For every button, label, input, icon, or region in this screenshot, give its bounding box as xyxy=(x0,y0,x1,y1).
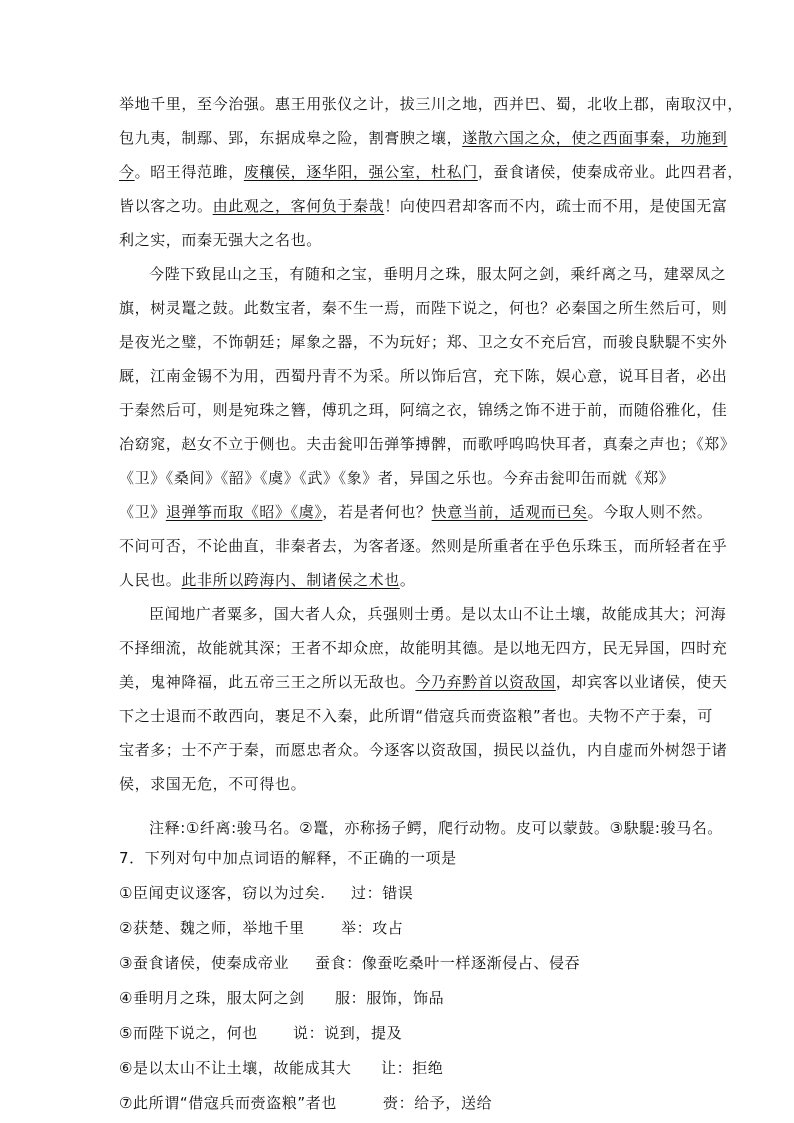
question-option xyxy=(119,953,581,973)
underlined-sentence: 此非所以跨海内、制诸侯之术也 xyxy=(181,571,400,589)
annotation-note xyxy=(149,818,723,838)
question-option xyxy=(119,918,404,938)
passage-line xyxy=(119,332,727,352)
passage-line xyxy=(119,570,415,590)
option-explanation: 举：攻占 xyxy=(341,919,404,937)
underlined-sentence: 今 xyxy=(119,163,135,181)
option-explanation: 蚕食：像蚕吃桑叶一样逐渐侵占、侵吞 xyxy=(315,954,581,972)
underlined-sentence: 由此观之，客何负于秦哉 xyxy=(212,197,385,215)
passage-line xyxy=(119,706,713,726)
text-segment: 臣闻地广者粟多，国大者人众，兵强则士勇。是以太山不让土壤，故能成其大；河海 xyxy=(149,605,727,623)
option-explanation: 让：拒绝 xyxy=(381,1059,444,1077)
text-segment: 旗，树灵鼍之鼓。此数宝者，秦不生一焉，而陛下说之，何也？必秦国之所生然后可，则 xyxy=(119,299,728,317)
passage-line xyxy=(119,298,727,318)
text-segment: 不问可否，不论曲直，非秦者去，为客者逐。然则是所重者在乎色乐珠玉，而所轻者在乎 xyxy=(119,537,728,555)
option-sentence: ②获楚、魏之师，举地千里 xyxy=(119,919,305,937)
text-segment: 。今取人则不然。 xyxy=(587,503,713,521)
note-text: 注释:①纤离:骏马名。②鼍，亦称扬子鳄，爬行动物。皮可以蒙鼓。③駃騠:骏马名。 xyxy=(149,819,723,837)
passage-line xyxy=(119,672,727,692)
text-segment: ！向使四君却客而不内，疏士而不用，是使国无富 xyxy=(384,197,728,215)
passage-line xyxy=(119,400,727,420)
underlined-sentence: 快意当前，适观而已矣 xyxy=(431,503,588,521)
text-segment: 厩，江南金锡不为用，西蜀丹青不为采。所以饰后宫，充下陈，娱心意，说耳目者，必出 xyxy=(119,367,728,385)
option-explanation: 说：说到，提及 xyxy=(293,1024,403,1042)
text-segment: ，却宾客以业诸侯，使天 xyxy=(555,673,728,691)
text-segment: 是夜光之璧，不饰朝廷；犀象之器，不为玩好；郑、卫之女不充后宫，而骏良駃騠不实外 xyxy=(119,333,728,351)
option-sentence: ⑦此所谓“借寇兵而赍盗粮”者也 xyxy=(119,1094,337,1112)
text-segment: 包九夷，制鄢、郢，东据成皋之险，割膏腴之壤， xyxy=(119,129,463,147)
passage-line xyxy=(119,162,743,182)
text-segment: 不择细流，故能就其深；王者不却众庶，故能明其德。是以地无四方，民无异国，四时充 xyxy=(119,639,728,657)
text-segment: 侯，求国无危，不可得也。 xyxy=(119,775,307,793)
passage-line xyxy=(119,536,727,556)
option-sentence: ⑤而陛下说之，何也 xyxy=(119,1024,258,1042)
text-segment: 利之实，而秦无强大之名也。 xyxy=(119,231,322,249)
underlined-sentence: 退弹筝而取《昭》《虞》 xyxy=(165,503,323,521)
question-stem xyxy=(119,848,457,868)
text-segment: 举地千里，至今治强。惠王用张仪之计，拔三川之地，西并巴、蜀，北收上郡，南取汉中， xyxy=(119,95,744,113)
text-segment: ，若是者何也？ xyxy=(322,503,432,521)
question-option xyxy=(119,1023,403,1043)
passage-line xyxy=(119,366,727,386)
option-sentence: ①臣闻吏议逐客，窃以为过矣. xyxy=(119,884,326,902)
text-segment: 。 xyxy=(399,571,416,589)
option-explanation: 过：错误 xyxy=(351,884,414,902)
question-option xyxy=(119,883,414,903)
passage-line xyxy=(149,604,726,624)
question-option xyxy=(119,1058,444,1078)
underlined-sentence: 废穰侯，逐华阳，强公室，杜私门 xyxy=(243,163,478,181)
passage-line xyxy=(119,94,743,114)
text-segment: 皆以客之功。 xyxy=(119,197,213,215)
text-segment: 于秦然后可，则是宛珠之簪，傅玑之珥，阿缟之衣，锦绣之饰不进于前，而随俗雅化，佳 xyxy=(119,401,728,419)
text-segment: 宝者多；士不产于秦，而愿忠者众。今逐客以资敌国，损民以益仇，内自虚而外树怨于诸 xyxy=(119,741,728,759)
text-segment: 《卫》 xyxy=(119,503,166,521)
option-explanation: 赍：给予，送给 xyxy=(383,1094,493,1112)
text-segment: 冶窈窕，赵女不立于侧也。夫击瓮叩缶弹筝搏髀，而歌呼呜呜快耳者，真秦之声也；《郑》 xyxy=(119,435,736,453)
option-sentence: ⑥是以太山不让土壤，故能成其大 xyxy=(119,1059,352,1077)
passage-line xyxy=(119,740,727,760)
text-segment: 人民也。 xyxy=(119,571,182,589)
passage-line xyxy=(119,196,727,216)
underlined-sentence: 今乃弃黔首以资敌国 xyxy=(415,673,556,691)
question-option xyxy=(119,988,445,1008)
text-segment: 《卫》《桑间》《韶》《虞》《武》《象》者，异国之乐也。今弃击瓮叩缶而就《郑》 xyxy=(119,469,675,487)
text-segment: 。昭王得范雎， xyxy=(134,163,244,181)
passage-line xyxy=(119,468,674,488)
passage-line xyxy=(119,502,712,522)
passage-line xyxy=(119,774,306,794)
option-explanation: 服：服饰，饰品 xyxy=(335,989,445,1007)
passage-line xyxy=(149,264,726,284)
text-segment: 美，鬼神降福，此五帝三王之所以无敌也。 xyxy=(119,673,416,691)
text-segment: ，蚕食诸侯，使秦成帝业。此四君者， xyxy=(477,163,744,181)
question-option xyxy=(119,1093,493,1113)
text-segment: 今陛下致昆山之玉，有随和之宝，垂明月之珠，服太阿之剑，乘纤离之马，建翠凤之 xyxy=(149,265,727,283)
text-segment: 下之士退而不敢西向，裹足不入秦，此所谓“借寇兵而赍盗粮”者也。夫物不产于秦，可 xyxy=(119,707,713,725)
passage-line xyxy=(119,230,322,250)
option-sentence: ④垂明月之珠，服太阿之剑 xyxy=(119,989,305,1007)
underlined-sentence: 遂散六国之众，使之西面事秦，功施到 xyxy=(462,129,728,147)
question-text: 7．下列对句中加点词语的解释，不正确的一项是 xyxy=(119,849,457,867)
passage-line xyxy=(119,434,736,454)
passage-line xyxy=(119,638,727,658)
option-sentence: ③蚕食诸侯，使秦成帝业 xyxy=(119,954,290,972)
passage-line xyxy=(119,128,727,148)
